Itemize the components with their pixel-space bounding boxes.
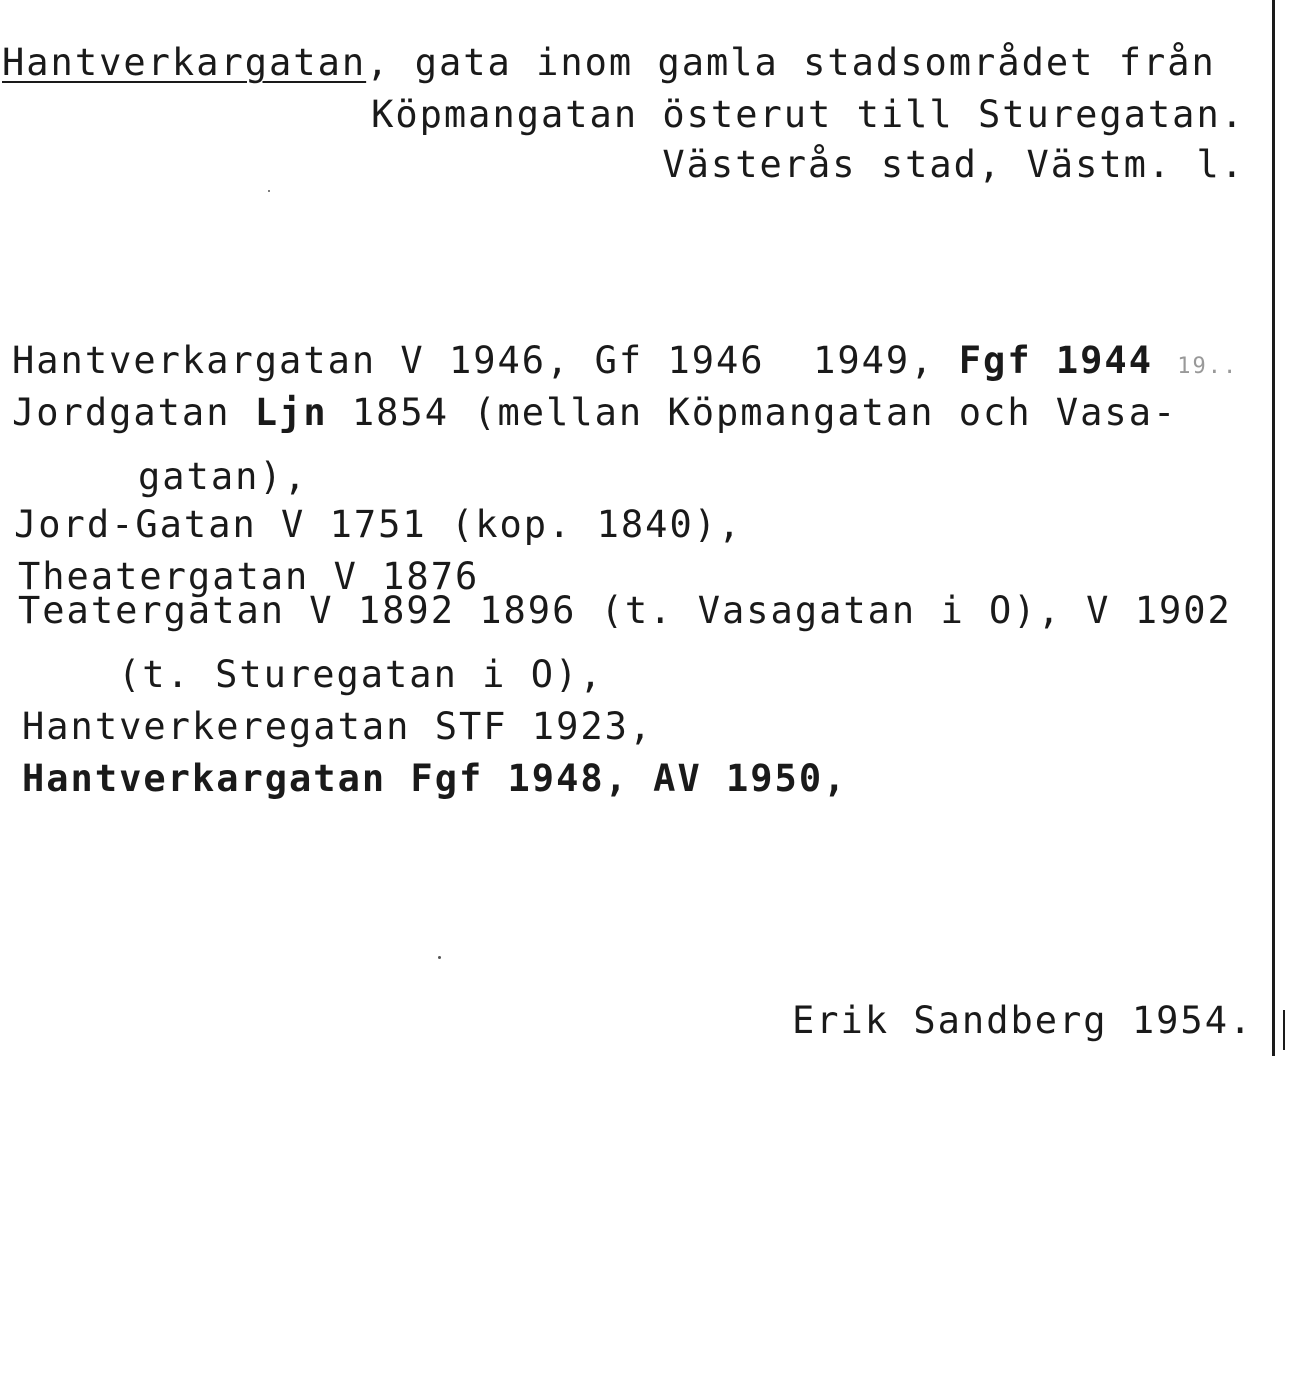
entry-line-3: gatan), <box>138 455 308 498</box>
card-edge-line <box>1272 0 1275 1056</box>
header-line-3: Västerås stad, Västm. l. <box>662 143 1245 186</box>
card-edge-mark <box>1283 1010 1285 1050</box>
entry-bold-text: Ljn <box>254 391 328 434</box>
ink-speck <box>268 190 270 192</box>
definition-text: , gata inom gamla stadsområdet från <box>366 41 1216 84</box>
entry-line-9: Hantverkargatan Fgf 1948, AV 1950, <box>22 757 848 800</box>
header-line-1 <box>2 41 1216 84</box>
entry-text: Hantverkargatan V 1946, Gf 1946 1949, <box>12 339 959 382</box>
ink-speck <box>438 956 441 959</box>
headword: Hantverkargatan <box>2 41 367 84</box>
entry-text: Jordgatan <box>12 391 255 434</box>
faint-text: 19.. <box>1177 354 1239 379</box>
entry-line-1 <box>12 339 1239 382</box>
entry-line-7: (t. Sturegatan i O), <box>118 653 604 696</box>
entry-line-2 <box>12 391 1178 434</box>
entry-line-8: Hantverkeregatan STF 1923, <box>22 705 654 748</box>
entry-line-4: Jord-Gatan V 1751 (kop. 1840), <box>14 503 743 546</box>
signature: Erik Sandberg 1954. <box>792 999 1254 1042</box>
entry-text: 1854 (mellan Köpmangatan och Vasa- <box>327 391 1178 434</box>
header-line-2: Köpmangatan österut till Sturegatan. <box>371 93 1245 136</box>
entry-line-6: Teatergatan V 1892 1896 (t. Vasagatan i O), V 1902 <box>18 589 1232 632</box>
entry-line-5: Theatergatan V 1876 <box>18 555 480 598</box>
entry-bold-text: Fgf 1944 <box>958 339 1153 382</box>
